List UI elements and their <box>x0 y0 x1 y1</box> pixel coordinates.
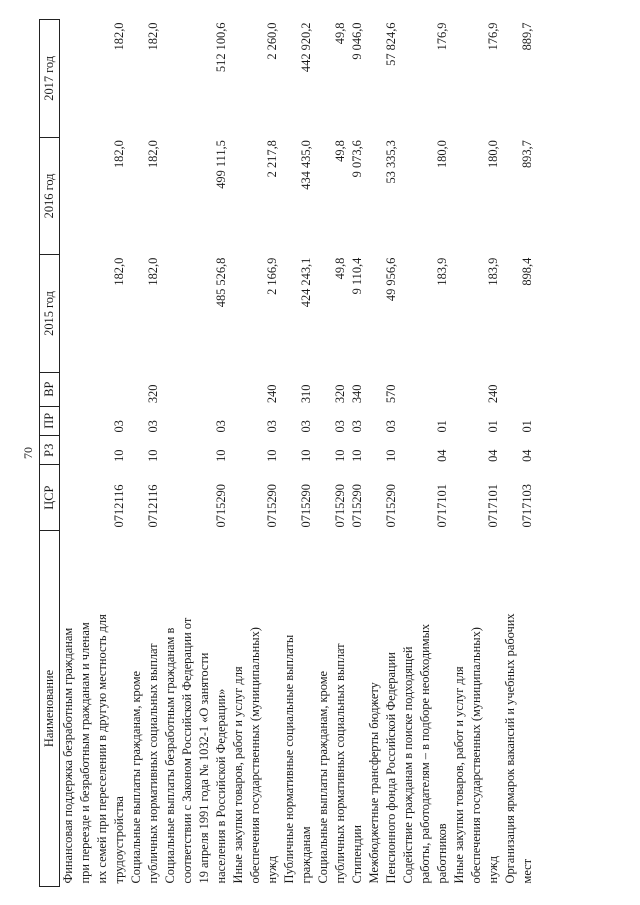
header-vr: ВР <box>40 372 60 406</box>
cell-y2015: 49 956,6 <box>384 257 398 301</box>
cell-rz: 10 <box>112 449 126 462</box>
row-name-line: Социальные выплаты гражданам, кроме <box>129 670 143 883</box>
page-number: 70 <box>21 446 35 459</box>
cell-y2015: 182,0 <box>146 257 160 286</box>
cell-rz: 04 <box>435 449 449 462</box>
cell-pr: 01 <box>486 419 500 433</box>
cell-y2015: 2 166,9 <box>265 257 279 295</box>
cell-y2017: 512 100,6 <box>214 22 228 72</box>
cell-y2015: 898,4 <box>520 257 534 286</box>
cell-csr: 0715290 <box>299 483 313 527</box>
table-row <box>366 19 400 886</box>
rotated-content <box>21 19 615 887</box>
cell-y2017: 176,9 <box>435 22 449 50</box>
cell-y2017: 9 046,0 <box>350 22 364 60</box>
cell-y2016: 49,8 <box>333 139 347 162</box>
row-name <box>400 530 451 886</box>
table-row <box>60 19 129 886</box>
cell-y2016: 182,0 <box>146 139 160 168</box>
table-row <box>400 19 451 886</box>
header-2015: 2015 год <box>40 254 60 372</box>
cell-y2016: 182,0 <box>112 139 126 168</box>
table-row <box>230 19 281 886</box>
row-name-line: обеспечения государственных (муниципальных) <box>248 626 262 883</box>
table-row <box>502 19 536 886</box>
cell-y2017: 57 824,6 <box>384 22 398 66</box>
cell-y2017: 442 920,2 <box>299 22 313 72</box>
header-csr: ЦСР <box>40 464 60 530</box>
row-name <box>281 530 315 886</box>
cell-vr: 320 <box>333 384 347 403</box>
row-name-line: Стипендии <box>350 824 364 883</box>
row-name-line: обеспечения государственных (муниципальных) <box>469 626 483 883</box>
cell-y2015: 182,0 <box>112 257 126 286</box>
cell-csr: 0712116 <box>146 484 160 527</box>
cell-vr: 570 <box>384 384 398 403</box>
table-row <box>349 19 366 886</box>
row-name-line: мест <box>520 858 534 883</box>
cell-vr <box>502 372 536 406</box>
cell-y2015: 183,9 <box>435 257 449 286</box>
cell-rz: 10 <box>299 449 313 462</box>
cell-csr: 0712116 <box>112 484 126 527</box>
cell-y2016: 2 217,8 <box>265 139 279 177</box>
table-row <box>315 19 349 886</box>
cell-y2015: 49,8 <box>333 257 347 279</box>
header-row <box>40 19 60 886</box>
cell-csr: 0717103 <box>520 483 534 527</box>
cell-vr: 320 <box>146 384 160 403</box>
cell-pr: 03 <box>112 419 126 433</box>
cell-y2017: 182,0 <box>112 22 126 50</box>
cell-y2016: 53 335,3 <box>384 139 398 184</box>
cell-y2017: 2 260,0 <box>265 22 279 60</box>
row-name-line: работы, работодателям – в подборе необходимых <box>418 623 432 883</box>
cell-vr <box>400 372 451 406</box>
cell-rz: 10 <box>214 449 228 462</box>
cell-y2016: 9 073,6 <box>350 139 364 177</box>
row-name-line: работников <box>435 822 449 883</box>
row-name-line: 19 апреля 1991 года № 1032-1 «О занятости <box>197 652 211 883</box>
row-name-line: нужд <box>265 855 279 883</box>
cell-csr: 0715290 <box>384 483 398 527</box>
row-name-line: Пенсионного фонда Российской Федерации <box>384 651 398 883</box>
cell-vr: 240 <box>486 384 500 403</box>
cell-y2017: 49,8 <box>333 22 347 44</box>
cell-vr <box>162 372 230 406</box>
table-body <box>60 19 537 886</box>
cell-rz: 10 <box>350 449 364 462</box>
row-name <box>60 530 129 886</box>
cell-y2017: 182,0 <box>146 22 160 50</box>
cell-pr: 03 <box>265 419 279 433</box>
header-rz: РЗ <box>40 435 60 464</box>
row-name <box>162 530 230 886</box>
cell-pr: 03 <box>299 419 313 433</box>
row-name-line: Организация ярмарок вакансий и учебных рабочих <box>503 612 517 883</box>
cell-y2015: 424 243,1 <box>299 257 313 307</box>
header-2017: 2017 год <box>40 19 60 137</box>
row-name-line: Публичные нормативные социальные выплаты <box>282 634 296 883</box>
row-name-line: Содействие гражданам в поиске подходящей <box>401 646 415 883</box>
row-name-line: трудоустройства <box>112 795 126 883</box>
cell-y2016: 180,0 <box>486 139 500 168</box>
cell-pr: 03 <box>350 419 364 433</box>
cell-csr: 0715290 <box>214 483 228 527</box>
row-name <box>451 530 502 886</box>
row-name-line: их семей при переселении в другую местность для <box>95 613 109 883</box>
cell-csr: 0717101 <box>435 483 449 527</box>
cell-pr: 03 <box>384 419 398 433</box>
cell-vr <box>60 372 129 406</box>
row-name <box>366 530 400 886</box>
row-name-line: нужд <box>486 855 500 883</box>
row-name-line: Иные закупки товаров, работ и услуг для <box>452 665 466 883</box>
row-name <box>349 530 366 886</box>
table-row <box>281 19 315 886</box>
cell-csr: 0715290 <box>350 483 364 527</box>
header-name: Наименование <box>40 530 60 886</box>
cell-y2015: 9 110,4 <box>350 257 364 294</box>
cell-rz: 10 <box>146 449 160 462</box>
cell-rz: 10 <box>333 449 347 462</box>
row-name-line: Иные закупки товаров, работ и услуг для <box>231 665 245 883</box>
row-name <box>315 530 349 886</box>
row-name-line: при переезде и безработным гражданам и членам <box>78 621 92 883</box>
cell-y2017: 176,9 <box>486 22 500 50</box>
row-name-line: публичных нормативных социальных выплат <box>146 642 160 883</box>
cell-rz: 10 <box>384 449 398 462</box>
row-name-line: публичных нормативных социальных выплат <box>333 642 347 883</box>
cell-vr: 340 <box>350 384 364 403</box>
cell-y2017: 889,7 <box>520 22 534 50</box>
cell-y2015: 485 526,8 <box>214 257 228 307</box>
cell-csr: 0717101 <box>486 483 500 527</box>
cell-y2016: 180,0 <box>435 139 449 168</box>
row-name <box>128 530 162 886</box>
row-name-line: Финансовая поддержка безработным гражданам <box>61 627 75 883</box>
cell-vr: 240 <box>265 384 279 403</box>
cell-rz: 04 <box>486 449 500 462</box>
cell-rz: 10 <box>265 449 279 462</box>
cell-pr: 03 <box>146 419 160 433</box>
row-name-line: гражданам <box>299 825 313 883</box>
cell-y2016: 434 435,0 <box>299 139 313 190</box>
budget-table <box>39 19 536 887</box>
table-row <box>451 19 502 886</box>
header-pr: ПР <box>40 406 60 435</box>
cell-y2016: 893,7 <box>520 139 534 168</box>
row-name-line: населения в Российской Федерации» <box>214 688 228 883</box>
row-name-line: Межбюджетные трансферты бюджету <box>367 681 381 883</box>
cell-y2016: 499 111,5 <box>214 139 228 189</box>
row-name-line: соответствии с Законом Российской Федерации от <box>180 617 194 883</box>
row-name-line: Социальные выплаты безработным гражданам в <box>163 627 177 883</box>
row-name <box>230 530 281 886</box>
cell-pr: 01 <box>435 419 449 433</box>
cell-rz: 04 <box>520 449 534 462</box>
row-name <box>502 530 536 886</box>
table-row <box>162 19 230 886</box>
cell-pr: 03 <box>214 419 228 433</box>
cell-pr: 03 <box>333 419 347 433</box>
table-row <box>128 19 162 886</box>
cell-csr: 0715290 <box>333 483 347 527</box>
cell-pr: 01 <box>520 419 534 433</box>
row-name-line: Социальные выплаты гражданам, кроме <box>316 670 330 883</box>
header-2016: 2016 год <box>40 137 60 255</box>
cell-vr: 310 <box>299 384 313 403</box>
cell-csr: 0715290 <box>265 483 279 527</box>
cell-y2015: 183,9 <box>486 257 500 286</box>
